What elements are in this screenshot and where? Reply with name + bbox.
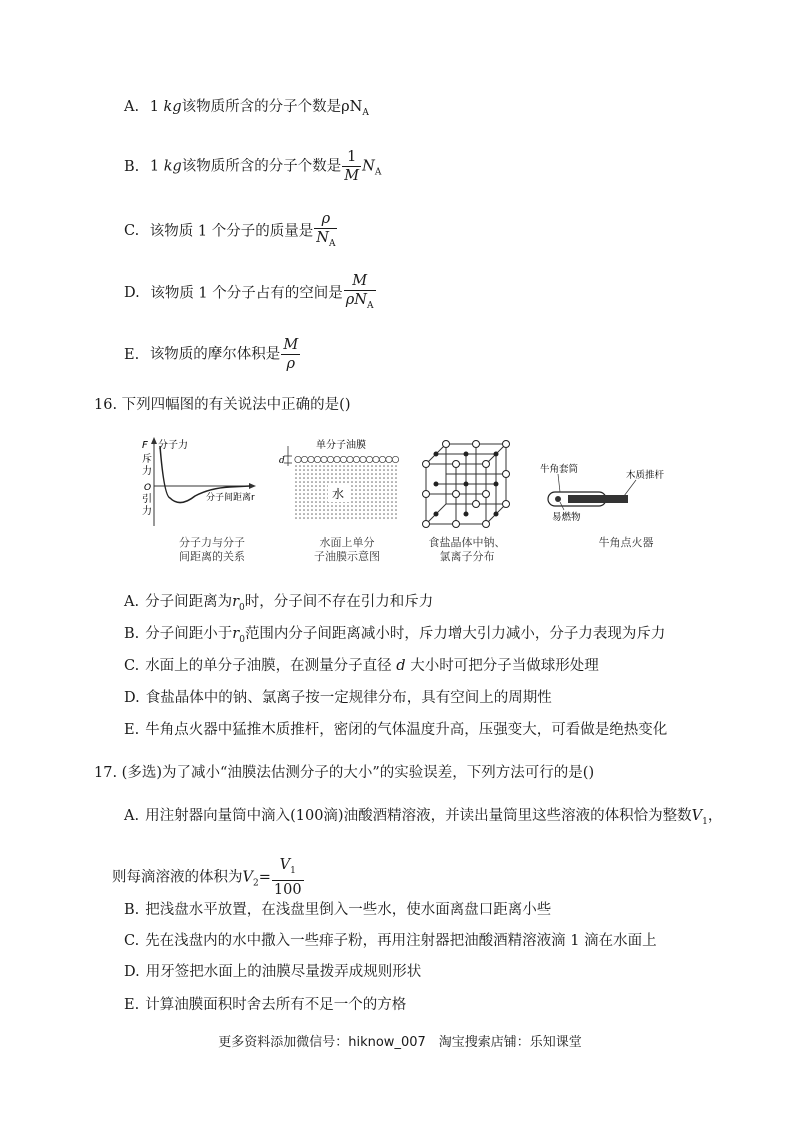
question-text: 下列四幅图的有关说法中正确的是() xyxy=(121,397,351,413)
option-label: A. xyxy=(124,594,140,610)
numerator: M xyxy=(283,337,299,353)
option-label: E. xyxy=(124,722,140,738)
repel-label: 力 xyxy=(142,466,152,477)
rod-label: 木质推杆 xyxy=(626,470,665,481)
subscript: A xyxy=(362,107,369,118)
denominator: ρN xyxy=(345,292,367,308)
q17-option-a-continued: 则每滴溶液的体积为$V_2=$ $\frac{V_1}{100}$ xyxy=(112,857,302,898)
option-label: B. xyxy=(124,626,140,642)
option-text: 牛角点火器中猛推木质推杆，密闭的气体温度升高，压强变大，可看做是绝热变化 xyxy=(145,722,668,738)
q17-option-d xyxy=(124,962,421,982)
q17-option-a: A. 用注射器向量筒中滴入(100滴)油酸酒精溶液，并读出量筒里这些溶液的体积恰为整数$V_1$， xyxy=(124,808,723,827)
page-footer: 更多资料添加微信号：hiknow_007 淘宝搜索店铺：乐知课堂 xyxy=(218,1035,582,1050)
option-label: B. xyxy=(124,158,140,175)
horn-igniter-diagram xyxy=(538,436,680,531)
fraction xyxy=(342,148,361,185)
option-label: E. xyxy=(124,997,140,1013)
option-label: D. xyxy=(124,964,140,980)
figure-caption xyxy=(586,536,666,550)
caption-line: 食盐晶体中钠、 xyxy=(428,536,506,549)
option-text: 该物质 1 个分子占有的空间是 xyxy=(150,285,343,302)
water-label: 水 xyxy=(332,487,345,501)
q17-option-b xyxy=(124,900,551,920)
salt-crystal-lattice xyxy=(418,436,518,531)
denominator: ρ xyxy=(286,356,295,372)
option-text: 该物质的摩尔体积是 xyxy=(149,346,281,363)
option-text: 用注射器向量筒中滴入(100滴)油酸酒精溶液，并读出量筒里这些溶液的体积恰为整数 xyxy=(145,808,692,824)
caption-line: 分子力与分子 xyxy=(179,536,245,549)
attract-label: 引 xyxy=(142,494,152,505)
subscript: A xyxy=(328,238,336,249)
option-label: D. xyxy=(124,690,140,706)
q15-option-b xyxy=(124,148,381,185)
figure-caption xyxy=(292,536,402,564)
number: 1 xyxy=(149,99,159,115)
question-number: 16. xyxy=(94,397,118,413)
attract-label: 力 xyxy=(142,506,152,517)
q17-option-e xyxy=(124,995,406,1015)
q16-figures xyxy=(140,436,680,576)
caption-line: 水面上单分 xyxy=(319,536,375,549)
option-label: A. xyxy=(124,99,140,115)
option-text: 把浅盘水平放置，在浅盘里倒入一些水，使水面离盘口距离小些 xyxy=(145,902,552,918)
option-text: 分子间距离为 xyxy=(145,594,233,610)
denominator: 100 xyxy=(273,881,302,898)
option-text: 该物质所含的分子个数是ρN xyxy=(181,99,363,115)
film-label: 单分子油膜 xyxy=(316,440,366,451)
fuel-label: 易燃物 xyxy=(552,512,581,523)
option-text: 分子间距小于 xyxy=(145,626,233,642)
caption-line: 牛角点火器 xyxy=(598,536,654,549)
oil-film-diagram xyxy=(278,436,403,531)
tube-label: 牛角套筒 xyxy=(540,464,579,475)
fraction xyxy=(281,336,300,373)
option-text: 用牙签把水面上的油膜尽量拨弄成规则形状 xyxy=(145,964,422,980)
question-text: (多选)为了减小“油膜法估测分子的大小”的实验误差，下列方法可行的是() xyxy=(121,765,595,781)
q15-option-d xyxy=(124,272,377,315)
force-label: 分子力 xyxy=(158,440,188,451)
subscript: A xyxy=(367,300,374,311)
q15-option-e xyxy=(124,336,301,373)
option-text: 该物质 1 个分子的质量是 xyxy=(149,223,314,240)
q17-option-c xyxy=(124,931,657,951)
denominator: N xyxy=(316,230,329,246)
option-text: 时，分子间不存在引力和斥力 xyxy=(244,594,434,610)
distance-label: 分子间距离r xyxy=(206,493,255,503)
option-text: 水面上的单分子油膜，在测量分子直径 xyxy=(145,658,392,674)
q16-option-d xyxy=(124,688,552,708)
number: 1 xyxy=(149,158,160,175)
fraction: $\frac{V_1}{100}$ xyxy=(273,857,302,898)
question-number: 17. xyxy=(94,765,118,781)
option-text: 该物质所含的分子个数是 xyxy=(181,158,342,175)
q15-option-a xyxy=(124,97,369,123)
option-label: A. xyxy=(124,808,140,824)
q16-option-a: A. 分子间距离为$r_0$时，分子间不存在引力和斥力 xyxy=(124,594,434,613)
option-label: D. xyxy=(124,285,140,302)
oil-molecules xyxy=(295,456,399,462)
question-17-stem xyxy=(94,763,594,783)
option-text: ， xyxy=(707,808,723,824)
q15-option-c xyxy=(124,210,338,253)
caption-line: 间距离的关系 xyxy=(179,550,245,563)
option-label: E. xyxy=(124,346,140,363)
subscript: A xyxy=(374,167,382,178)
caption-line: 子油膜示意图 xyxy=(314,550,380,563)
option-text: 食盐晶体中的钠、氯离子按一定规律分布，具有空间上的周期性 xyxy=(145,690,552,706)
denominator: M xyxy=(344,168,360,184)
question-16-stem xyxy=(94,395,351,415)
origin-label: O xyxy=(144,483,152,493)
option-label: C. xyxy=(124,658,140,674)
f-label: F xyxy=(142,440,148,451)
q16-option-c: C. 水面上的单分子油膜，在测量分子直径 d 大小时可把分子当做球形处理 xyxy=(124,658,599,674)
q16-option-b: B. 分子间距小于$r_0$范围内分子间距离减小时，斥力增大引力减小，分子力表现为斥力 xyxy=(124,626,666,645)
molecular-force-graph xyxy=(140,436,260,531)
option-text: 则每滴溶液的体积为 xyxy=(112,869,243,886)
unit: kg xyxy=(163,158,182,175)
option-label: C. xyxy=(124,223,140,240)
caption-line: 氯离子分布 xyxy=(439,550,495,563)
fraction xyxy=(314,210,337,253)
q16-option-e xyxy=(124,720,667,740)
option-text: 范围内分子间距离减小时，斥力增大引力减小，分子力表现为斥力 xyxy=(244,626,666,642)
option-label: C. xyxy=(124,933,140,949)
repel-label: 斥 xyxy=(142,454,152,465)
unit: kg xyxy=(163,99,182,115)
numerator: 1 xyxy=(342,148,361,167)
symbol: N xyxy=(362,158,375,175)
figure-caption xyxy=(412,536,522,564)
fraction xyxy=(344,272,376,315)
option-text: 先在浅盘内的水中撒入一些痱子粉，再用注射器把油酸酒精溶液滴 1 滴在水面上 xyxy=(145,933,657,949)
numerator: V xyxy=(279,857,291,873)
figure-caption xyxy=(162,536,262,564)
option-text: 计算油膜面积时舍去所有不足一个的方格 xyxy=(145,997,407,1013)
numerator: ρ xyxy=(314,210,337,229)
option-text: 大小时可把分子当做球形处理 xyxy=(410,658,599,674)
option-label: B. xyxy=(124,902,140,918)
diameter-label: d xyxy=(279,456,285,466)
numerator: M xyxy=(344,272,376,291)
